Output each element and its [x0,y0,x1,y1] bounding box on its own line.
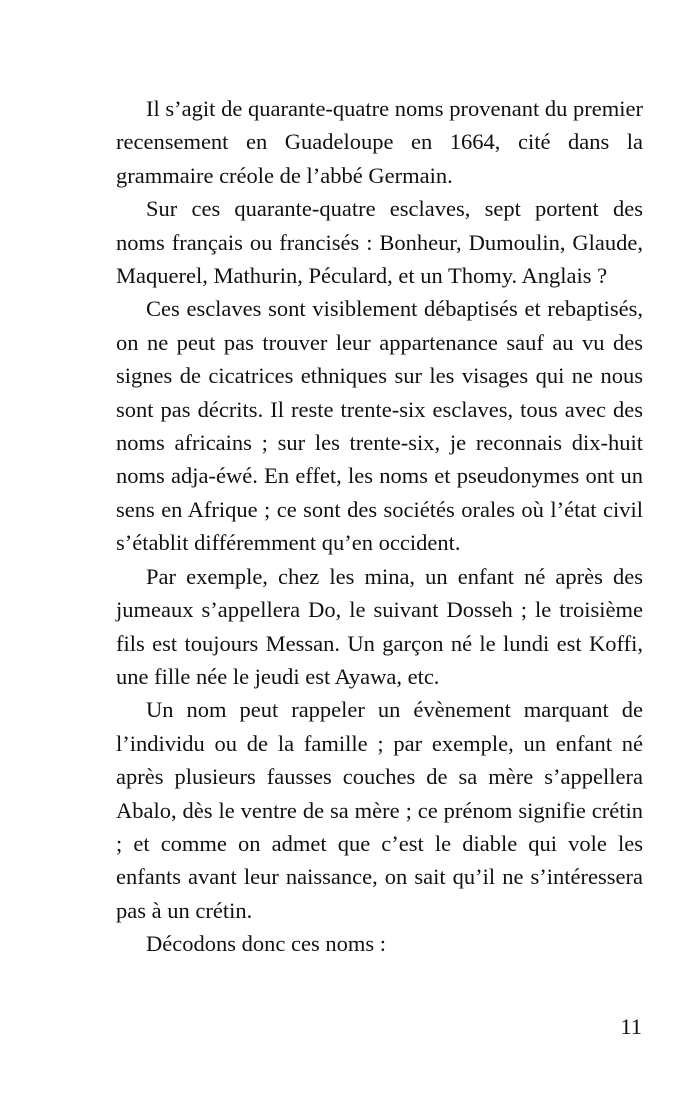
paragraph-decode: Décodons donc ces noms : [146,931,386,957]
paragraph-mina-example: Par exemple, chez les mina, un enfant né après des jumeaux s’appellera Do, le suivant Dosseh ; le troisième fils est toujours Messan. Un garçon né le lundi est Koffi, une fille née le jeudi est Ayawa, etc. [116,563,643,689]
page-body [116,92,643,961]
paragraph-abalo: Un nom peut rappeler un évènement marquant de l’individu ou de la famille ; par exemple, un enfant né après plusieurs fausses couches de sa mère s’appellera Abalo, dès le ventre de sa mère ; ce prénom signifie crétin ; et comme on admet que c’est le diable qui vole les enfants avant leur naissance, on sait qu’il ne s’intéressera pas à un crétin. [116,697,643,923]
page-number: 11 [620,1014,642,1039]
paragraph-census: Il s’agit de quarante-quatre noms provenant du premier recensement en Guadeloupe en 1664, cité dans la grammaire créole de l’abbé Germain. [116,96,643,188]
paragraph-rebaptized: Ces esclaves sont visiblement débaptisés et rebaptisés, on ne peut pas trouver leur appartenance sauf au vu des signes de cicatrices ethniques sur les visages qui ne nous sont pas décrits. Il reste trente-six esclaves, tous avec des noms africains ; sur les trente-six, je reconnais dix-huit noms adja-éwé. En effet, les noms et pseudonymes ont un sens en Afrique ; ce sont des sociétés orales où l’état civil s’établit différemment qu’en occident. [116,296,643,556]
paragraph-french-names: Sur ces quarante-quatre esclaves, sept portent des noms français ou francisés : Bonheur, Dumoulin, Glaude, Maquerel, Mathurin, Péculard, et un Thomy. Anglais ? [116,196,643,289]
